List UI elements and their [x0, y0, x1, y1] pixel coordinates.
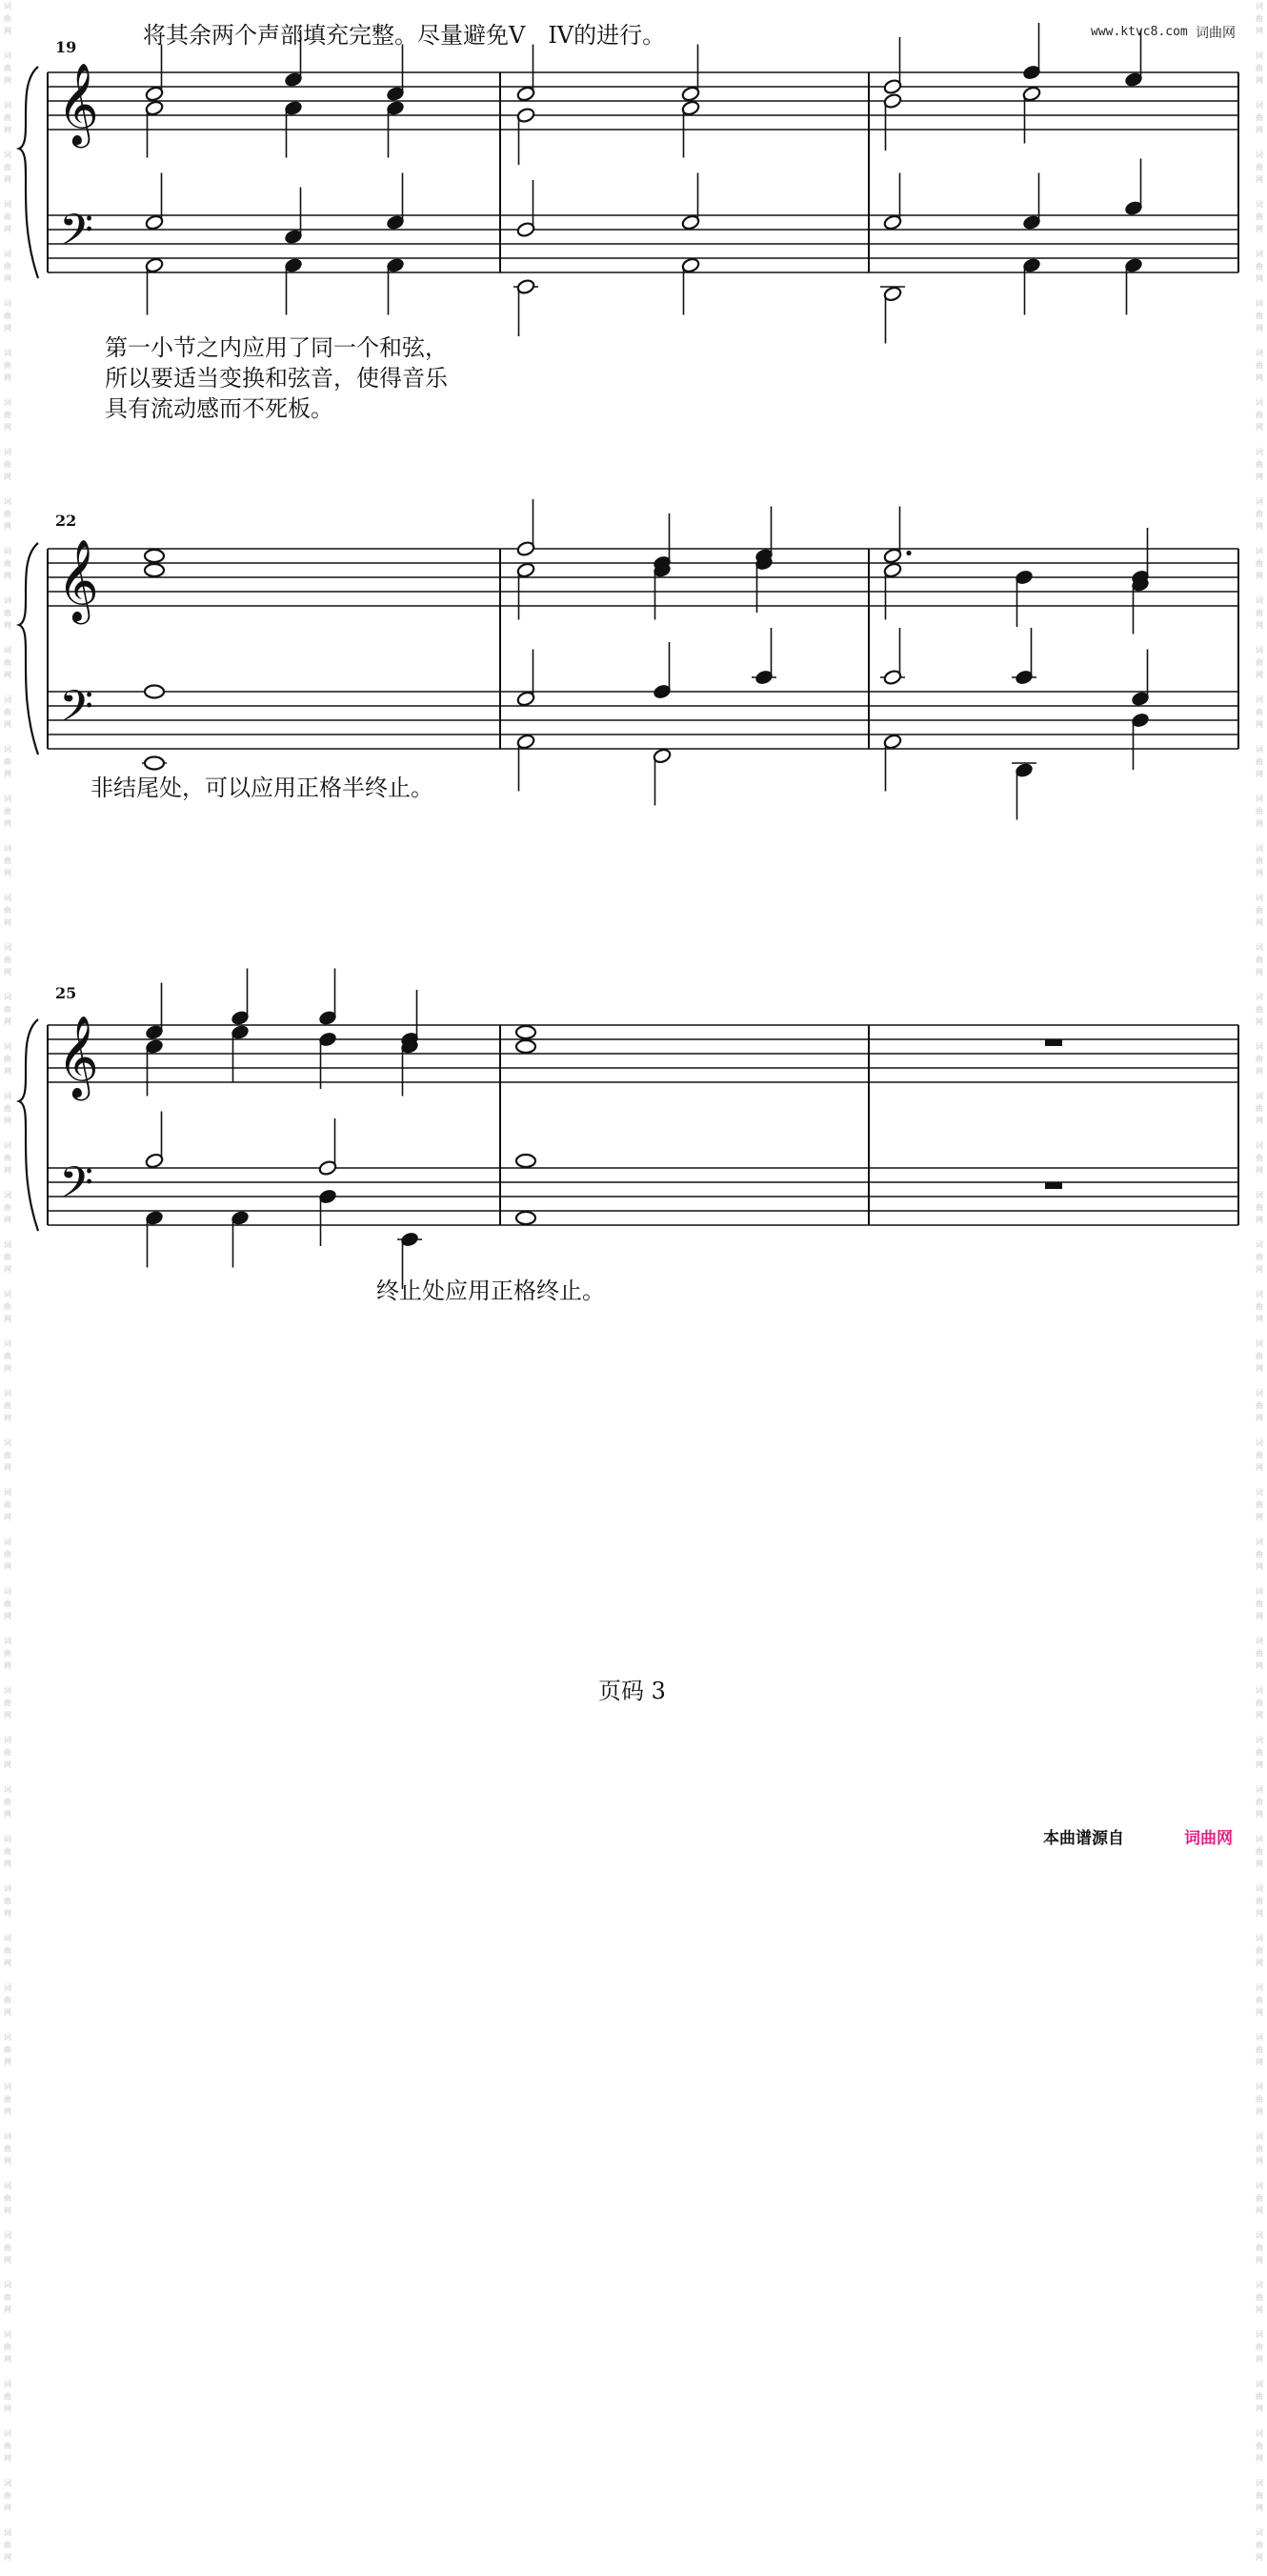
instruction-text: 将其余两个声部填充完整。尽量避免V IV的进行。: [143, 22, 666, 49]
treble-clef-icon: 𝄞: [57, 63, 99, 145]
header-url[interactable]: www.ktvc8.com: [1091, 25, 1188, 39]
score-system-1: [0, 0, 1267, 381]
watermark-right: 词 曲 网 词 曲 网 词 曲 网 词 曲 网 词 曲 网 词 曲 网 词 曲 网 词 曲 网 词 曲 网 词 曲 网 词 曲 网 词 曲 网 词 曲 网 词 曲 网 词 曲 网 词 曲 网 词 曲 网 词 曲 网 词 曲 网 词 曲 网 词 曲 网 词 曲 网 词 曲 网 词 曲 网 词 曲 网 词 曲 网 词 曲 网 词 曲 网 词 曲 网 词 曲 网 词 曲 网 词 曲 网 词 曲 网 词 曲 网 词 曲 网 词 曲 网 词 曲 网 词 曲 网 词 曲 网 词 曲 网 词 曲 网 词 曲 网 词 曲 网 词 曲 网 词 曲 网 词 曲 网 词 曲 网 词 曲 网 词 曲 网 词 曲 网 词 曲 网 词 曲 网: [1256, 2, 1263, 2562]
measure-number-19: 19: [55, 38, 77, 56]
whole-notehead: [145, 564, 164, 576]
measure-number-25: 25: [55, 984, 77, 1002]
whole-notehead: [145, 686, 164, 698]
whole-notehead: [145, 757, 164, 770]
treble-clef-icon: 𝄞: [57, 1016, 99, 1097]
header-brand[interactable]: 词曲网: [1196, 26, 1236, 41]
whole-notehead: [516, 1212, 535, 1224]
whole-notehead: [516, 1040, 535, 1053]
annotation-note-1-line1: 第一小节之内应用了同一个和弦，: [105, 334, 448, 361]
bass-clef-icon: 𝄢: [59, 681, 94, 743]
annotation-note-1-line2: 所以要适当变换和弦音，使得音乐: [105, 365, 448, 392]
treble-clef-icon: 𝄞: [57, 539, 99, 621]
annotation-note-1-line3: 具有流动感而不死板。: [105, 395, 333, 422]
score-system-3: [0, 953, 1267, 1334]
whole-notehead: [516, 1155, 535, 1167]
watermark-left: 词 曲 网 词 曲 网 词 曲 网 词 曲 网 词 曲 网 词 曲 网 词 曲 网 词 曲 网 词 曲 网 词 曲 网 词 曲 网 词 曲 网 词 曲 网 词 曲 网 词 曲 网 词 曲 网 词 曲 网 词 曲 网 词 曲 网 词 曲 网 词 曲 网 词 曲 网 词 曲 网 词 曲 网 词 曲 网 词 曲 网 词 曲 网 词 曲 网 词 曲 网 词 曲 网 词 曲 网 词 曲 网 词 曲 网 词 曲 网 词 曲 网 词 曲 网 词 曲 网 词 曲 网 词 曲 网 词 曲 网 词 曲 网 词 曲 网 词 曲 网 词 曲 网 词 曲 网 词 曲 网 词 曲 网 词 曲 网 词 曲 网 词 曲 网 词 曲 网 词 曲 网: [4, 2, 11, 2562]
whole-rest-bass: [1045, 1182, 1062, 1189]
whole-notehead: [145, 550, 164, 562]
system-brace: [19, 67, 38, 278]
whole-notehead: [516, 1026, 535, 1038]
footer-brand-link[interactable]: 词曲网: [1184, 1829, 1233, 1848]
bass-clef-icon: 𝄢: [59, 1157, 94, 1219]
page-number: 页码 3: [598, 1678, 666, 1704]
whole-rest-treble: [1045, 1039, 1062, 1046]
bass-clef-icon: 𝄢: [59, 205, 94, 267]
augmentation-dot: [906, 551, 911, 555]
annotation-note-2: 非结尾处，可以应用正格半终止。: [90, 775, 433, 801]
system-brace: [19, 1019, 38, 1231]
footer-source-label: 本曲谱源自: [1043, 1829, 1124, 1848]
measure-number-22: 22: [55, 512, 77, 530]
system-brace: [19, 543, 38, 755]
annotation-note-3: 终止处应用正格终止。: [376, 1278, 605, 1304]
